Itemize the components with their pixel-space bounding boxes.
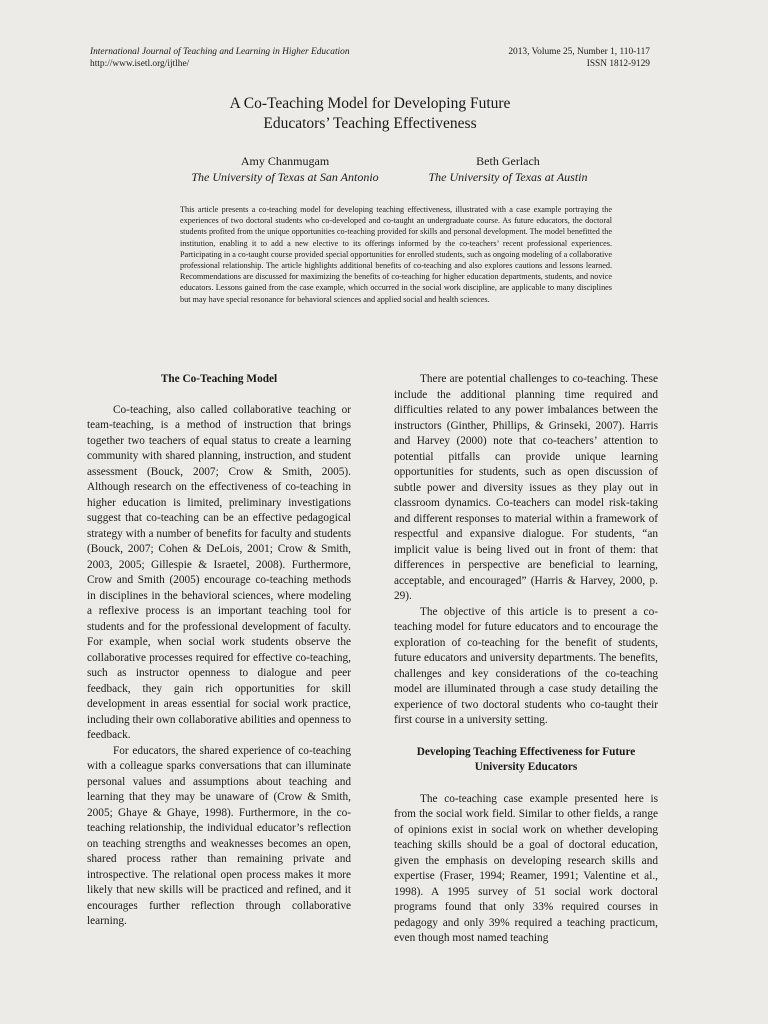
abstract: This article presents a co-teaching model for developing teaching effectiveness, illustrated with a case example portraying the experiences of two doctoral students who co-developed and co-taught an undergraduate course. As future educators, the doctoral students profited from the unique opportunities co-teaching provided for skills and personal development. The model benefitted the institution, enabling it to add a new elective to its offerings informed by the co-teachers’ recent professional experiences. Participating in a co-taught course provided special opportunities for enrolled students, such as ongoing modeling of a collaborative professional relationship. The article highlights additional benefits of co-teaching and also explores cautions and lessons learned. Recommendations are discussed for maximizing the benefits of co-teaching for higher education departments, students, and novice educators. Lessons gained from the case example, which occurred in the social work discipline, are applicable to many disciplines but may have special resonance for behavioral sciences and applied social and health sciences.	[180, 205, 613, 304]
left-column	[87, 372, 351, 930]
author-name: Beth Gerlach	[476, 154, 540, 168]
right-column	[394, 372, 658, 947]
author-2	[408, 153, 608, 185]
title-line-2: Educators’ Teaching Effectiveness	[263, 115, 477, 132]
section-heading: Developing Teaching Effectiveness for Future University Educators	[416, 745, 636, 773]
journal-name: International Journal of Teaching and Learning in Higher Education	[90, 47, 350, 57]
body-paragraph: Co-teaching, also called collaborative teaching or team-teaching, is a method of instruction that brings together two teachers of equal status to create a learning community with shared planning, instruction, and student assessment (Bouck, 2007; Crow & Smith, 2005). Although research on the effectiveness of co-teaching in higher education is limited, preliminary investigations suggest that co-teaching can be an effective pedagogical strategy with a number of benefits for faculty and students (Bouck, 2007; Cohen & DeLois, 2001; Crow & Smith, 2003, 2005; Gillespie & Israetel, 2008). Furthermore, Crow and Smith (2005) encourage co-teaching methods in disciplines in the behavioral sciences, where modeling a reflexive process is an important teaching tool for students and for the professional development of faculty. For example, when social work students observe the collaborative processes required for effective co-teaching, such as instructor openness to dialogue and peer feedback, they gain rich opportunities for skill development in areas essential for social work practice, including their own collaborative abilities and openness to feedback.	[87, 403, 351, 741]
body-paragraph: For educators, the shared experience of co-teaching with a colleague sparks conversations that can illuminate personal values and assumptions about teaching and learning that they may be unaware of (Crow & Smith, 2005; Ghaye & Ghaye, 1998). Furthermore, in the co-teaching relationship, the individual educator’s reflection on teaching strengths and weaknesses becomes an open, shared process rather than remaining private and introspective. The relational open process makes it more likely that new skills will be practiced and refined, and it encourages further reflection through collaborative learning.	[87, 744, 351, 927]
title-line-1: A Co-Teaching Model for Developing Future	[229, 95, 511, 112]
issn: ISSN 1812-9129	[586, 59, 650, 69]
paper-title	[90, 94, 650, 134]
section-heading: The Co-Teaching Model	[160, 373, 278, 385]
author-name: Amy Chanmugam	[240, 154, 330, 168]
body-paragraph: The co-teaching case example presented here is from the social work field. Similar to other fields, a range of opinions exist in social work on whether developing teaching skills should be a goal of doctoral education, given the emphasis on developing research skills and expertise (Fraser, 1994; Reamer, 1991; Valentine et al., 1998). A 1995 survey of 51 social work doctoral programs found that only 33% required courses in pedagogy and only 39% required a teaching practicum, even though most named teaching	[394, 792, 658, 944]
body-paragraph: There are potential challenges to co-teaching. These include the additional planning time required and difficulties related to any power imbalances between the instructors (Ginther, Phillips, & Grinseki, 2007). Harris and Harvey (2000) note that co-teachers’ attention to potential pitfalls can provide unique learning opportunities for students, such as open discussion of subtle power and diversity issues as they play out in classroom dynamics. Co-teachers can model risk-taking and different responses to material within a framework of respectful and expansive dialogue. For students, “an implicit value is being lived out in front of them: that differences in perspective are beneficial to learning, acceptable, and encouraged” (Harris & Harvey, 2000, p. 29).	[394, 373, 658, 602]
author-affiliation: The University of Texas at San Antonio	[191, 170, 379, 184]
body-paragraph: The objective of this article is to present a co-teaching model for future educators and to encourage the exploration of co-teaching for the benefit of students, future educators and university departments. The benefits, challenges and key considerations of the co-teaching model are illuminated through a case study detailing the experience of two doctoral students who co-taught their first course in a university setting.	[394, 605, 658, 726]
author-1	[175, 153, 395, 185]
running-header	[90, 46, 650, 70]
citation-info: 2013, Volume 25, Number 1, 110-117	[508, 47, 650, 57]
author-affiliation: The University of Texas at Austin	[428, 170, 588, 184]
journal-url[interactable]: http://www.isetl.org/ijtlhe/	[90, 59, 190, 69]
